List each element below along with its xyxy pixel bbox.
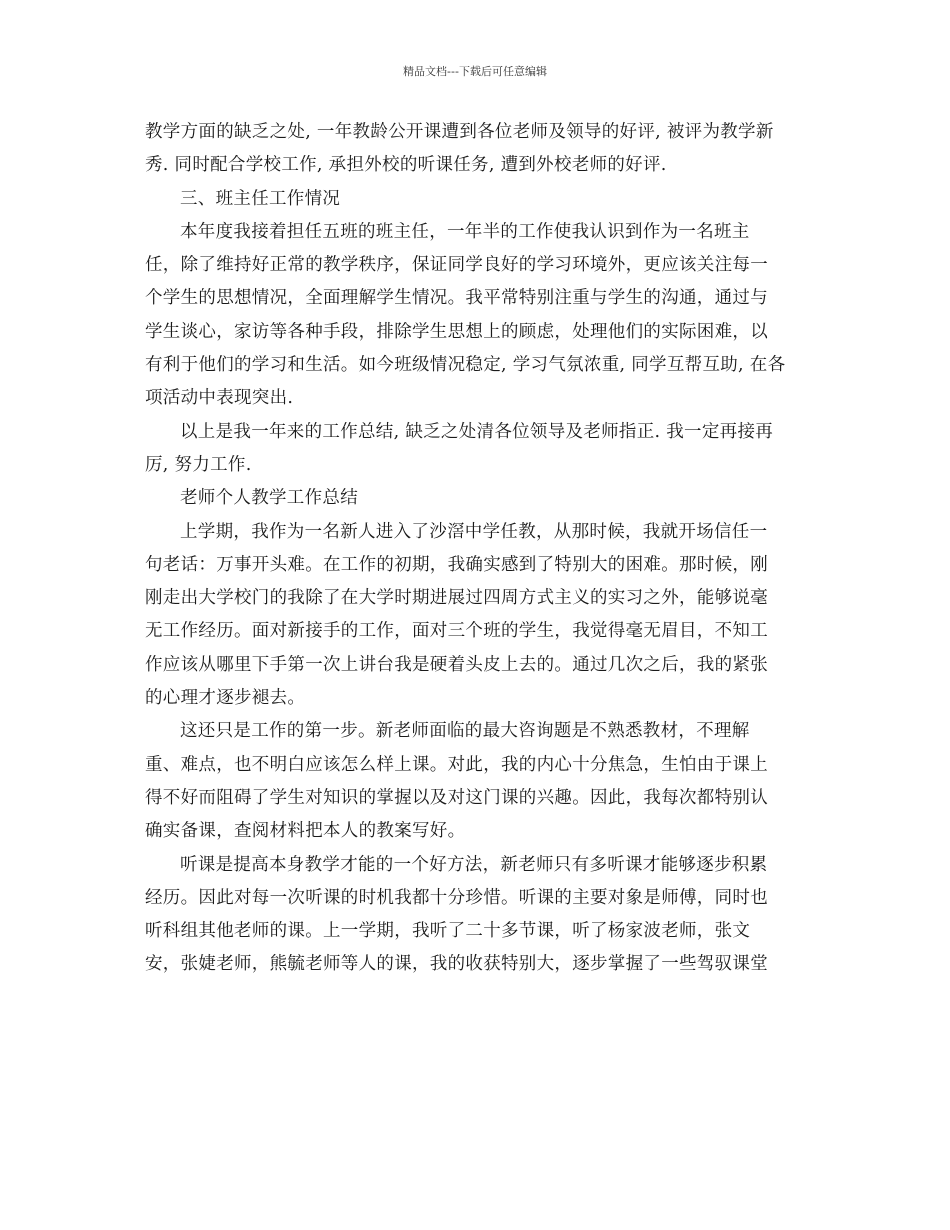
text-line: 的心理才逐步褪去。 bbox=[145, 688, 306, 709]
text-line: 任，除了维持好正常的教学秩序，保证同学良好的学习环境外，更应该关注每一 bbox=[145, 255, 768, 276]
text-line: 听科组其他老师的课。上一学期，我听了二十多节课，听了杨家波老师，张文 bbox=[145, 921, 751, 942]
text-line: 安，张婕老师，熊毓老师等人的课，我的收获特别大，逐步掌握了一些驾驭课堂 bbox=[145, 954, 768, 975]
text-line: 句老话：万事开头难。在工作的初期，我确实感到了特别大的困难。那时候，刚 bbox=[145, 554, 768, 575]
text-line: 教学方面的缺乏之处, 一年教龄公开课遭到各位老师及领导的好评, 被评为教学新 bbox=[145, 122, 774, 142]
text-line: 确实备课，查阅材料把本人的教案写好。 bbox=[145, 821, 466, 842]
text-line: 作应该从哪里下手第一次上讲台我是硬着头皮上去的。通过几次之后，我的紧张 bbox=[145, 654, 768, 675]
text-line: 这还只是工作的第一步。新老师面临的最大咨询题是不熟悉教材，不理解 bbox=[180, 721, 750, 742]
text-line: 刚走出大学校门的我除了在大学时期进展过四周方式主义的实习之外，能够说毫 bbox=[145, 588, 768, 609]
text-line: 重、难点，也不明白应该怎么样上课。对此，我的内心十分焦急，生怕由于课上 bbox=[145, 754, 768, 775]
text-line: 以上是我一年来的工作总结, 缺乏之处清各位领导及老师指正. 我一定再接再 bbox=[180, 421, 774, 442]
section-heading: 老师个人教学工作总结 bbox=[180, 488, 358, 509]
text-line: 学生谈心，家访等各种手段，排除学生思想上的顾虑，处理他们的实际困难，以 bbox=[145, 321, 768, 342]
text-line: 项活动中表现突出. bbox=[145, 388, 294, 409]
document-body bbox=[145, 116, 810, 982]
page-header: 精品文档---下载后可任意编辑 bbox=[403, 65, 547, 78]
section-heading: 三、班主任工作情况 bbox=[180, 188, 341, 209]
text-line: 秀. 同时配合学校工作, 承担外校的听课任务, 遭到外校老师的好评. bbox=[145, 155, 667, 176]
text-line: 本年度我接着担任五班的班主任，一年半的工作使我认识到作为一名班主 bbox=[180, 221, 750, 242]
text-line: 经历。因此对每一次听课的时机我都十分珍惜。听课的主要对象是师傅，同时也 bbox=[145, 887, 768, 908]
text-line: 厉, 努力工作. bbox=[145, 454, 252, 475]
text-line: 得不好而阻碍了学生对知识的掌握以及对这门课的兴趣。因此，我每次都特别认 bbox=[145, 787, 768, 808]
text-line: 听课是提高本身教学才能的一个好方法，新老师只有多听课才能够逐步积累 bbox=[180, 854, 768, 875]
text-line: 上学期，我作为一名新人进入了沙滘中学任教，从那时候，我就开场信任一 bbox=[180, 521, 768, 542]
text-line: 无工作经历。面对新接手的工作，面对三个班的学生，我觉得毫无眉目，不知工 bbox=[145, 621, 768, 642]
text-line: 有利于他们的学习和生活。如今班级情况稳定, 学习气氛浓重, 同学互帮互助, 在各 bbox=[145, 355, 786, 376]
text-line: 个学生的思想情况，全面理解学生情况。我平常特别注重与学生的沟通，通过与 bbox=[145, 288, 768, 309]
